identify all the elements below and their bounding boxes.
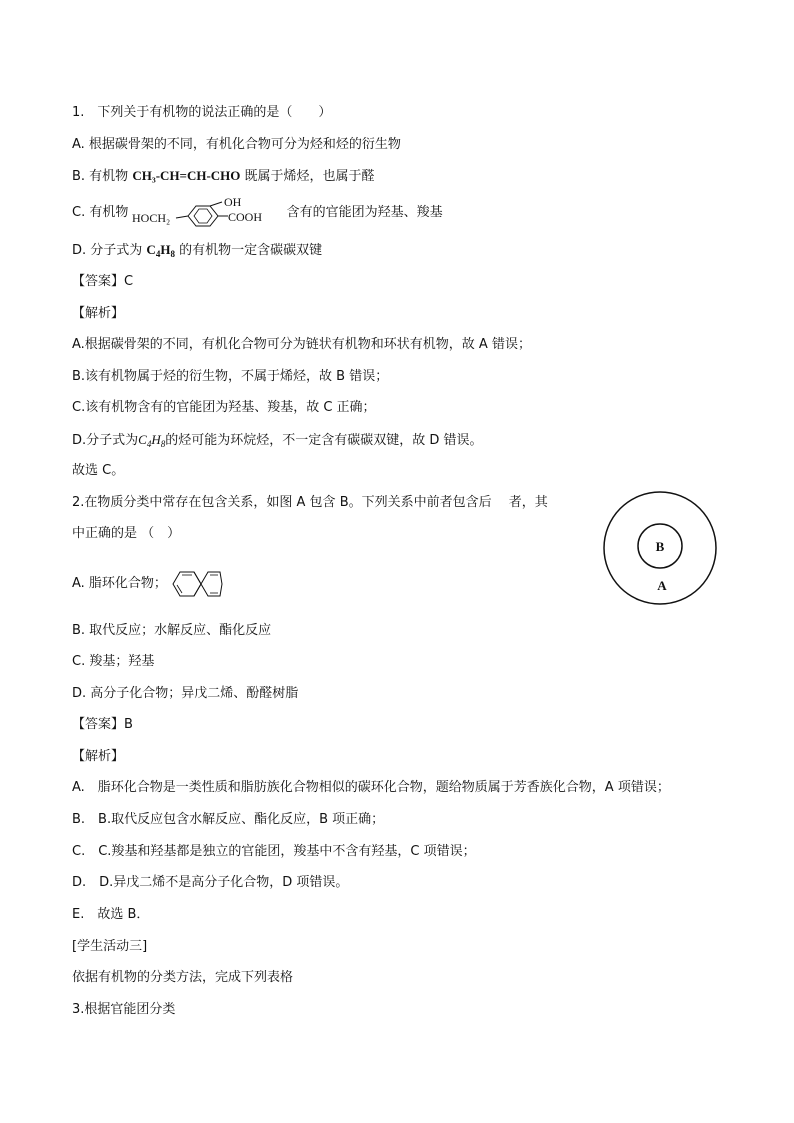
- q1-conclusion: 故选 C。: [72, 463, 125, 478]
- activity-instruction: 依据有机物的分类方法，完成下列表格: [72, 970, 294, 985]
- q1-option-d-formula: $C_4H_8$: [146, 242, 175, 259]
- q2-conclusion: E. 故选 B．: [72, 907, 150, 922]
- q1-option-c: [72, 198, 443, 228]
- q1-analysis-a: A.根据碳骨架的不同，有机化合物可分为链状有机物和环状有机物，故 A 错误；: [72, 337, 531, 352]
- q2-stem-line1: 2.在物质分类中常存在包含关系，如图 A 包含 B。下列关系中前者包含后 者，其: [72, 495, 548, 510]
- q1-answer: 【答案】C: [72, 274, 134, 289]
- q2-option-c: C. 羧基；羟基: [72, 654, 155, 669]
- q1-analysis-d-formula: $C_4H_8$: [138, 432, 166, 449]
- q1-option-d: [72, 241, 322, 263]
- q2-option-d: D. 高分子化合物；异戊二烯、酚醛树脂: [72, 686, 299, 701]
- salicylic-alcohol-structure-icon: [132, 198, 282, 228]
- q2-answer: 【答案】B: [72, 717, 133, 732]
- q1-analysis-b: B.该有机物属于烃的衍生物，不属于烯烃，故 B 错误；: [72, 369, 389, 384]
- q1-option-c-suffix: 含有的官能团为羟基、羧基: [286, 205, 443, 220]
- q2-stem-line2: 中正确的是 （ ）: [72, 526, 181, 541]
- q1-analysis-c: C.该有机物含有的官能团为羟基、羧基，故 C 正确；: [72, 400, 376, 415]
- q1-option-b-prefix: B. 有机物: [72, 169, 129, 184]
- q1-option-c-prefix: C. 有机物: [72, 205, 129, 220]
- q2-analysis-c: C. C.羧基和羟基都是独立的官能团，羧基中不含有羟基，C 项错误；: [72, 844, 476, 859]
- q1-option-d-suffix: 的有机物一定含碳碳双键: [179, 243, 323, 258]
- naphthalene-structure-icon: [171, 565, 223, 603]
- struct-oh-label: OH: [224, 198, 242, 209]
- q2-option-b: B. 取代反应；水解反应、酯化反应: [72, 623, 272, 638]
- q1-stem: 1. 下列关于有机物的说法正确的是（ ）: [72, 105, 332, 120]
- inclusion-diagram: [600, 490, 720, 610]
- q1-option-b-formula: CH₃-CH=CH-CHO: [132, 168, 241, 183]
- q2-analysis-a: A. 脂环化合物是一类性质和脂肪族化合物相似的碳环化合物，题给物质属于芳香族化合物，A 项错误；: [72, 780, 670, 795]
- q1-option-b-suffix: 既属于烯烃，也属于醛: [244, 169, 375, 184]
- q1-option-b: [72, 167, 375, 186]
- q1-analysis-d: D.分子式为$C_4H_8$的烃可能为环烷烃，不一定含有碳碳双键，故 D 错误。: [72, 432, 483, 449]
- q2-option-a: A. 脂环化合物；: [72, 565, 223, 601]
- outer-circle-label: A: [657, 578, 667, 593]
- activity-title: [学生活动三]: [72, 939, 148, 954]
- q1-option-d-prefix: D. 分子式为: [72, 243, 143, 258]
- q2-analysis-b: B. B.取代反应包含水解反应、酯化反应，B 项正确；: [72, 812, 385, 827]
- activity-section-heading: 3.根据官能团分类: [72, 1002, 176, 1017]
- q1-option-a: A. 根据碳骨架的不同，有机化合物可分为烃和烃的衍生物: [72, 137, 401, 152]
- struct-cooh-label: COOH: [228, 210, 263, 224]
- q1-analysis-title: 【解析】: [72, 306, 125, 321]
- inner-circle-label: B: [655, 539, 665, 554]
- struct-hoch2-label: HOCH₂: [132, 211, 171, 225]
- q2-analysis-title: 【解析】: [72, 749, 125, 764]
- q2-analysis-d: D. D.异戊二烯不是高分子化合物，D 项错误。: [72, 875, 349, 890]
